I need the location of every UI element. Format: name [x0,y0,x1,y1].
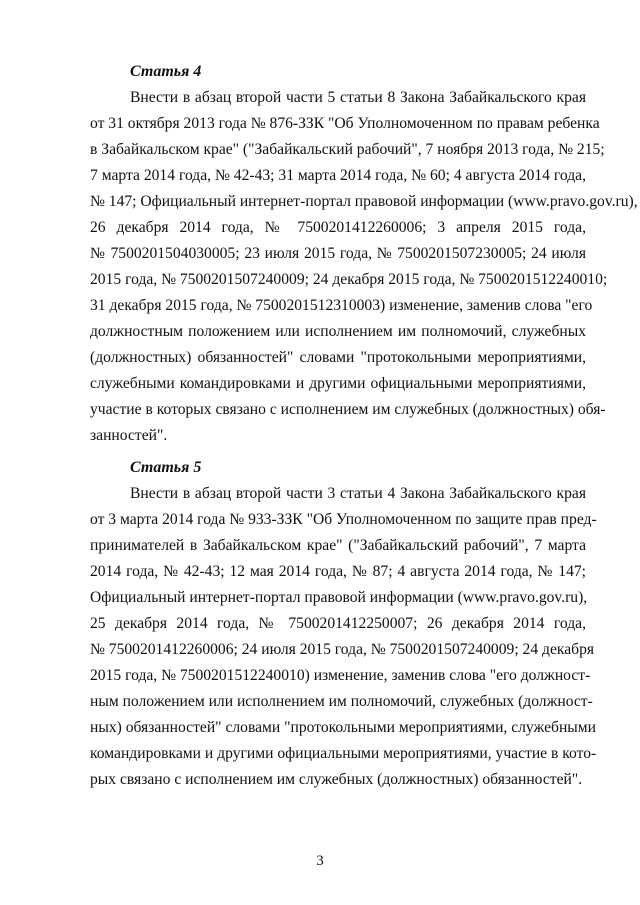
article-5-line: Официальный интернет-портал правовой информации (www.pravo.gov.ru), [90,589,588,606]
article-4-line: занностей". [90,427,168,444]
article-5-line: Внести в абзац второй части 3 статьи 4 Закона Забайкальского края [130,485,586,502]
article-4-line: № 7500201504030005; 23 июля 2015 года, № 7500201507230005; 24 июля [90,245,586,262]
article-4-line: в Забайкальском крае" ("Забайкальский рабочий", 7 ноября 2013 года, № 215; [90,141,605,158]
article-5-line: 2015 года, № 7500201512240010) изменение, заменив слова "его должност- [90,667,591,684]
article-4-line: 2015 года, № 7500201507240009; 24 декабря 2015 года, № 7500201512240010; [90,271,608,288]
page-number: 3 [316,853,324,869]
article-4-line: служебными командировками и другими официальными мероприятиями, [90,375,586,392]
article-4-line: 26 декабря 2014 года, № 7500201412260006; 3 апреля 2015 года, [90,219,586,236]
article-4-line: № 147; Официальный интернет-портал правовой информации (www.pravo.gov.ru), [90,193,638,210]
article-5-line: ных) обязанностей" словами "протокольными мероприятиями, служебными [90,719,596,736]
article-4-line: (должностных) обязанностей" словами "протокольными мероприятиями, [90,349,586,366]
article-5-line: 25 декабря 2014 года, № 7500201412250007; 26 декабря 2014 года, [90,615,586,632]
article-4-line: Внести в абзац второй части 5 статьи 8 Закона Забайкальского края [130,89,586,106]
article-4-line: 31 декабря 2015 года, № 7500201512310003) изменение, заменив слова "его [90,297,593,314]
article-4-line: участие в которых связано с исполнением им служебных (должностных) обя- [90,401,606,418]
article-5-heading: Статья 5 [130,459,202,476]
article-5-line: рых связано с исполнением им служебных (должностных) обязанностей". [90,771,583,788]
article-4-line: должностным положением или исполнением им полномочий, служебных [90,323,586,340]
article-4-line: 7 марта 2014 года, № 42-43; 31 марта 2014 года, № 60; 4 августа 2014 года, [90,167,586,184]
article-4-heading: Статья 4 [130,63,202,80]
article-5-line: ным положением или исполнением им полномочий, служебных (должност- [90,693,593,710]
article-4-line: от 31 октября 2013 года № 876-ЗЗК "Об Уполномоченном по правам ребенка [90,115,600,132]
article-5-line: 2014 года, № 42-43; 12 мая 2014 года, № 87; 4 августа 2014 года, № 147; [90,563,586,580]
article-5-line: командировками и другими официальными мероприятиями, участие в кото- [90,745,597,762]
article-5-line: от 3 марта 2014 года № 933-ЗЗК "Об Уполномоченном по защите прав пред- [90,511,597,528]
article-5-line: принимателей в Забайкальском крае" ("Забайкальский рабочий", 7 марта [90,537,586,554]
article-5-line: № 7500201412260006; 24 июля 2015 года, № 7500201507240009; 24 декабря [90,641,595,658]
